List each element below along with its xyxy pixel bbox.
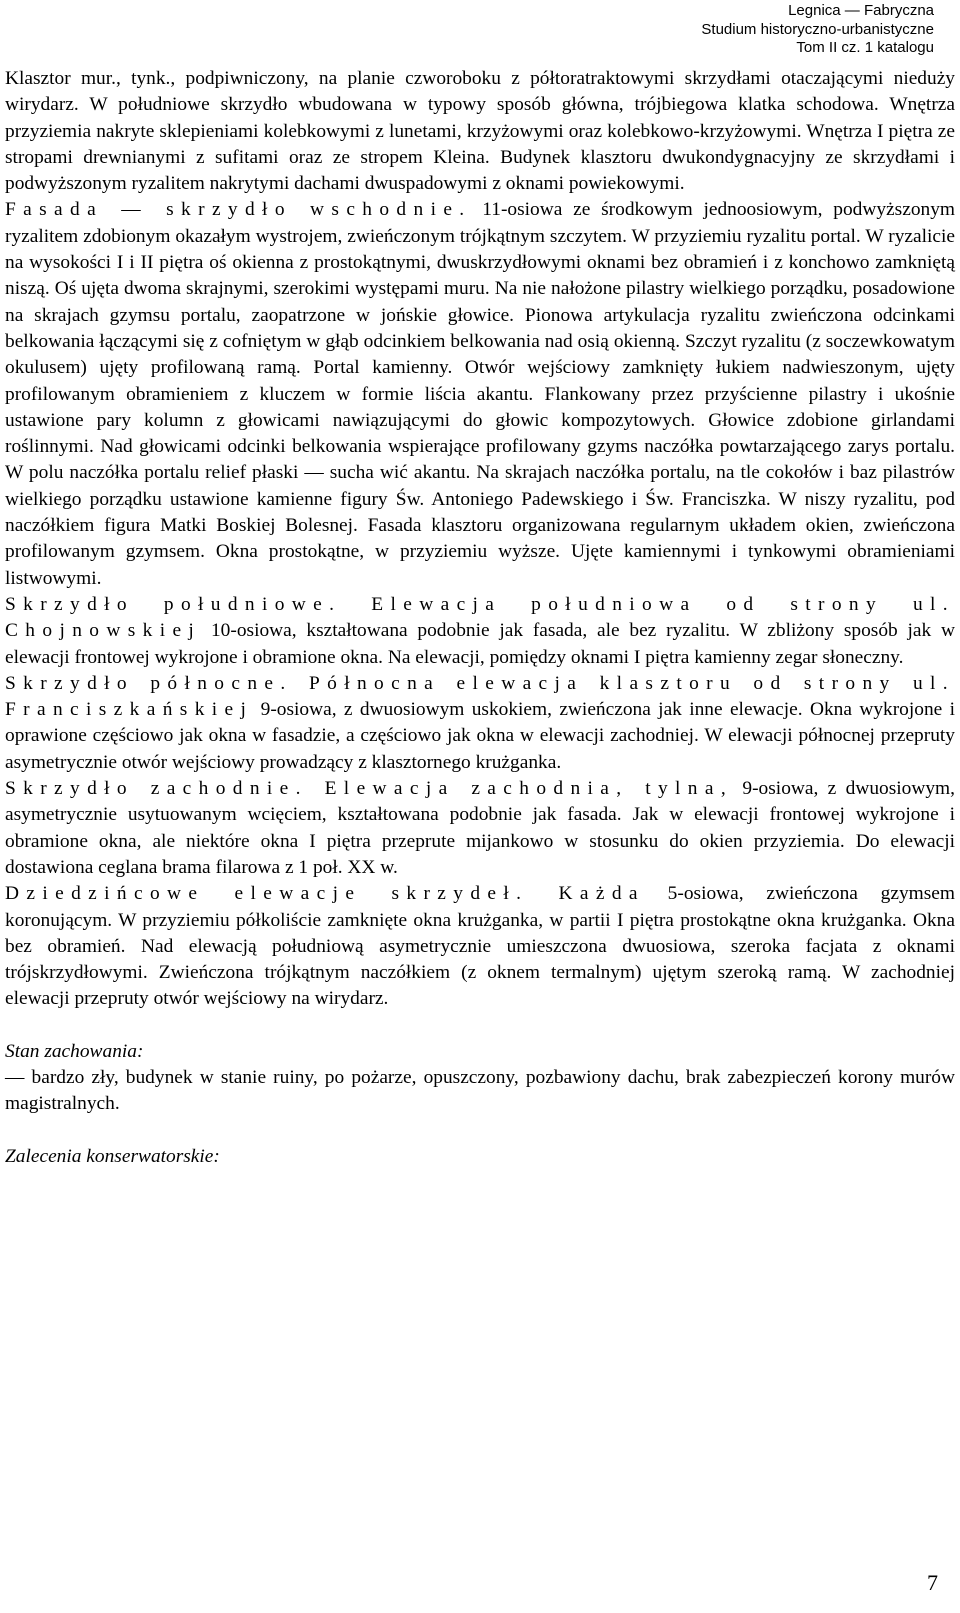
recommendations-heading: Zalecenia konserwatorskie: [5,1145,220,1167]
courtyard-heading: Dziedzińcowe elewacje skrzydeł. Każda [5,883,645,905]
paragraph-description: Klasztor mur., tynk., podpiwniczony, na planie czworoboku z półtoratraktowymi skrzydłami otaczającymi nieduży wirydarz. W południowe skrzydło wbudowana w typowy sposób główna, trójbiegowa klatka schodowa. Wnętrza przyziemia nakryte sklepieniami kolebkowymi z lunetami, krzyżowymi oraz kolebkowo-krzyżowymi. Wnętrza I piętra ze stropami drewnianymi z sufitami oraz ze stropem Kleina. Budynek klasztoru dwukondygnacyjny ze skrzydłami i podwyższonym ryzalitem nakrytymi dachami dwuspadowymi z oknami powiekowymi. [5,68,955,195]
spacer [5,1118,955,1144]
paragraph-courtyard [5,881,955,1012]
courtyard-text: 5-osiowa, zwieńczona gzymsem koronującym. W przyziemiu półkoliście zamknięte okna krużganka, w partii I piętra prostokątne okna krużganka. Okna bez obramień. Nad elewacją południową asymetrycznie umieszczona dwuosiowa, szeroka facjata z oknami trójskrzydłowymi. Zwieńczona trójkątnym naczółkiem (z oknem termalnym) ujętym szeroką ramą. W zachodniej elewacji przepruty otwór wejściowy na wirydarz. [5,883,955,1010]
document-body [5,66,955,1170]
north-wing-text: 9-osiowa, z dwuosiowym uskokiem, zwieńczona jak inne elewacje. Okna wykrojone i oprawione częściowo jak okna w fasadzie, a częściowo jak okna w elewacji zachodniej. W elewacji północnej przepruty asymetrycznie otwór wejściowy prowadzący z klasztornego krużganka. [5,699,955,773]
condition-heading: Stan zachowania: [5,1040,144,1062]
west-wing-heading: Skrzydło zachodnie. Elewacja zachodnia, tylna, [5,778,734,800]
south-wing-heading: Skrzydło południowe. Elewacja południowa od strony ul. Chojnowskiej [5,593,955,642]
facade-text: 11-osiowa ze środkowym jednoosiowym, podwyższonym ryzalitem zdobionym okazałym wystrojem, zwieńczonym trójkątnym szczytem. W przyziemiu ryzalitu portal. W ryzalicie na wysokości I i II piętra oś okienna z prostokątnymi, dwuskrzydłowymi oknami bez obramień i z konchowo zamkniętą niszą. Oś ujęta dwoma skrajnymi, szerokimi występami muru. Na nie nałożone pilastry wielkiego porządku, posadowione na skrajach gzymsu portalu, zaopatrzone w jońskie głowice. Pionowa artykulacja ryzalitu zwieńczona odcinkami belkowania łączącymi się z cofniętym w głąb odcinkiem belkowania nad osią okienną. Szczyt ryzalitu (z soczewkowatym okulusem) ujęty profilowaną ramą. Portal kamienny. Otwór wejściowy zamknięty łukiem nadwieszonym, ujęty profilowanym obramieniem z kluczem w formie liścia akantu. Flankowany przez przyścienne pilastry i ukośnie ustawione pary kolumn z głowicami nawiązującymi do głowic kompozytowych. Głowice zdobione girlandami roślinnymi. Nad głowicami odcinki belkowania wspierające profilowany gzyms naczółka powtarzającego zarys portalu. W polu naczółka portalu relief płaski — sucha wić akantu. Na skrajach naczółka portalu, na tle cokołów i baz pilastrów wielkiego porządku ustawione kamienne figury Św. Antoniego Padewskiego i Św. Franciszka. W niszy ryzalitu, pod naczółkiem figura Matki Boskiej Bolesnej. Fasada klasztoru organizowana regularnym układem okien, zwieńczona profilowanym gzymsem. Okna prostokątne, w przyziemiu wyższe. Ujęte kamiennymi i tynkowymi obramieniami listwowymi. [5,199,955,589]
spacer [5,1013,955,1039]
header-volume: Tom II cz. 1 katalogu [796,39,934,56]
paragraph-facade [5,197,955,591]
page-number: 7 [927,1570,938,1595]
north-wing-heading: Skrzydło północne. Północna elewacja klasztoru od strony ul. Franciszkańskiej [5,672,955,721]
paragraph-north-wing [5,671,955,776]
condition-text: — bardzo zły, budynek w stanie ruiny, po pożarze, opuszczony, pozbawiony dachu, brak zabezpieczeń korony murów magistralnych. [5,1066,955,1115]
south-wing-text: 10-osiowa, kształtowana podobnie jak fasada, ale bez ryzalitu. W zbliżony sposób jak w elewacji frontowej wykrojone i obramione okna. Na elewacji, pomiędzy oknami I piętra kamienny zegar słoneczny. [5,620,955,668]
west-wing-text: 9-osiowa, z dwuosiowym, asymetrycznie usytuowanym wcięciem, kształtowana podobnie jak fasada. Jak w elewacji frontowej wykrojone i obramione okna, ale niektóre okna I piętra przeprute mijankowo w stosunku do okien przyziemia. Do elewacji dostawiona ceglana brama filarowa z 1 poł. XX w. [5,778,955,878]
running-header [701,2,934,58]
paragraph-west-wing [5,776,955,881]
header-title: Legnica — Fabryczna [788,2,934,19]
facade-heading: Fasada — skrzydło wschodnie. [5,199,472,221]
paragraph-south-wing [5,592,955,671]
header-subtitle: Studium historyczno-urbanistyczne [701,20,934,38]
